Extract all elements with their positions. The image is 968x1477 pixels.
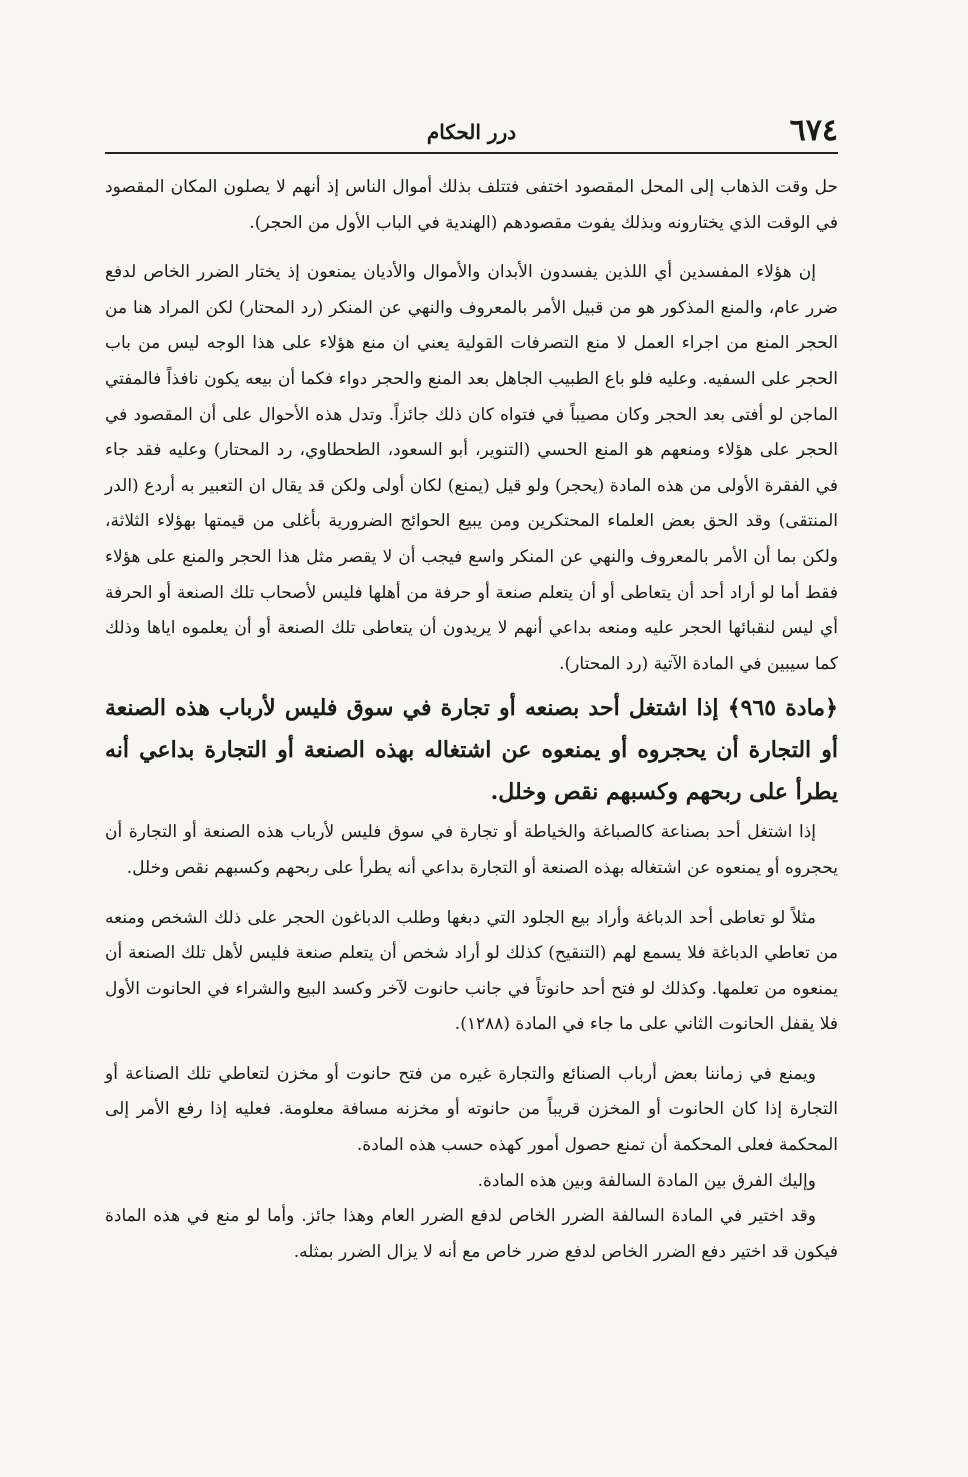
- article-965: [105, 687, 838, 813]
- running-head: [105, 112, 838, 152]
- paragraph-example: مثلاً لو تعاطى أحد الدباغة وأراد بيع الجلود التي دبغها وطلب الدباغون الحجر على ذلك الشخص ومنعه من تعاطي الدباغة فلا يسمع لهم (التنقيح) كذلك لو أراد شخص أن يتعلم صنعة فليس لأهل تلك الصنعة أن يمنعوه من تعلمها. وكذلك لو فتح أحد حانوتاً في جانب حانوت لآخر وكسد البيع والشراء في الحانوت الأول فلا يقفل الحانوت الثاني على ما جاء في المادة (١٢٨٨).: [105, 907, 838, 1035]
- header-divider: [105, 152, 838, 154]
- article-text: إذا اشتغل أحد بصنعه أو تجارة في سوق فليس لأرباب هذه الصنعة أو التجارة أن يحجروه أو يمنعوه عن اشتغاله بهذه الصنعة أو التجارة بداعي أنه يطرأ على ربحهم وكسبهم نقص وخلل.: [105, 695, 838, 806]
- paragraph-continuation: حل وقت الذهاب إلى المحل المقصود اختفى فتتلف بذلك أموال الناس إذ أنهم لا يصلون المكان المقصود في الوقت الذي يختارونه وبذلك يفوت مقصودهم (الهندية في الباب الأول من الحجر).: [105, 177, 838, 233]
- book-title: درر الحكام: [426, 120, 517, 144]
- paragraph-explanation: إذا اشتغل أحد بصناعة كالصباغة والخياطة أو تجارة في سوق فليس لأرباب هذه الصنعة أو التجارة أن يحجروه أو يمنعوه عن اشتغاله بهذه الصنعة أو التجارة بداعي أنه يطرأ على ربحهم وكسبهم نقص وخلل.: [105, 822, 838, 878]
- paragraph-modern-practice: ويمنع في زماننا بعض أرباب الصنائع والتجارة غيره من فتح حانوت أو مخزن لتعاطي تلك الصناعة أو التجارة إذا كان الحانوت أو المخزن قريباً من حانوته أو مخزنه مسافة معلومة. فعليه إذا رفع الأمر إلى المحكمة فعلى المحكمة أن تمنع حصول أمور كهذه حسب هذه المادة.: [105, 1063, 838, 1156]
- paragraph-difference-intro: وإليك الفرق بين المادة السالفة وبين هذه المادة.: [477, 1170, 816, 1191]
- paragraph-corrupters: إن هؤلاء المفسدين أي اللذين يفسدون الأبدان والأموال والأديان يمنعون إذ يختار الضرر الخاص لدفع ضرر عام، والمنع المذكور هو من قبيل الأمر بالمعروف والنهي عن المنكر (رد المحتار) لكن المراد هنا من الحجر المنع من اجراء العمل لا منع التصرفات القولية يعني ان منع هؤلاء على هذا الوجه ليس من باب الحجر على السفيه. وعليه فلو باع الطبيب الجاهل بعد المنع والحجر دواء فكما أن بيعه يكون نافذاً فالمفتي الماجن لو أفتى بعد الحجر وكان مصيباً في فتواه كان ذلك جائزاً. وتدل هذه الأحوال على أن المقصود في الحجر على هؤلاء ومنعهم هو المنع الحسي (التنوير، أبو السعود، الطحطاوي، رد المحتار) وعليه فقد جاء في الفقرة الأولى من هذه المادة (يحجر) ولو قيل (يمنع) لكان أولى ولكن قد يقال ان التعبير به أردع (الدر المنتقى) وقد الحق بعض العلماء المحتكرين ومن يبيع الحوائج الضرورية بأغلى من قيمتها بهؤلاء الثلاثة، ولكن بما أن الأمر بالمعروف والنهي عن المنكر واسع فيجب أن لا يقصر مثل هذا الحجر والمنع على هؤلاء فقط أما لو أراد أحد أن يتعاطى أو أن يتعلم صنعة أو حرفة من أهلها فليس لأصحاب تلك الصنعة أو الحرفة أي ليس لنقبائها الحجر عليه ومنعه بداعي أنهم لا يريدون أن يتعاطى تلك الصنعة أو أن يعلموه اياها وذلك كما سيبين في المادة الآتية (رد المحتار).: [105, 262, 838, 674]
- paragraph-difference: وقد اختير في المادة السالفة الضرر الخاص لدفع الضرر العام وهذا جائز. وأما لو منع في هذه المادة فيكون قد اختير دفع الضرر الخاص لدفع ضرر خاص مع أنه لا يزال الضرر بمثله.: [105, 1206, 838, 1262]
- page-body: [105, 170, 838, 1275]
- article-label: ﴿مادة ٩٦٥﴾: [727, 695, 838, 722]
- page-number: ٦٧٤: [789, 113, 838, 148]
